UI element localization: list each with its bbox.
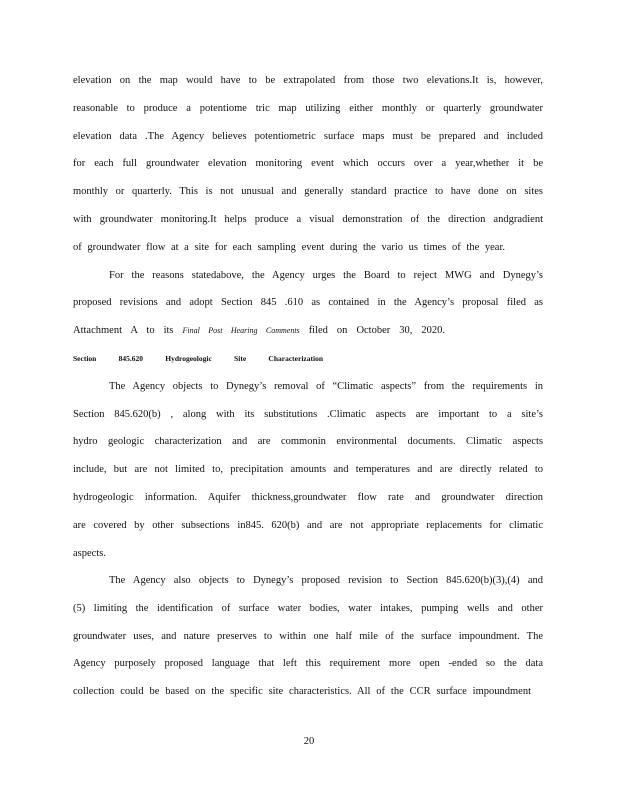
body-text-line: groundwater uses, and nature preserves to within one half mile of the surface impoundment. The: [73, 631, 543, 642]
body-text-line: Section 845.620(b) , along with its substitutions .Climatic aspects are important to a site’s: [73, 409, 543, 420]
body-text-line: Agency purposely proposed language that left this requirement more open -ended so the data: [73, 658, 543, 669]
italic-document-title: Final Post Hearing Comments: [182, 326, 300, 335]
body-text-fragment: Attachment A to its: [73, 325, 174, 336]
body-text-line: [73, 325, 445, 337]
body-text-line: with groundwater monitoring.It helps produce a visual demonstration of the direction andgradient: [73, 214, 543, 225]
body-text-line: reasonable to produce a potentiome tric map utilizing either monthly or quarterly groundwater: [73, 103, 543, 114]
body-text-line: For the reasons statedabove, the Agency urges the Board to reject MWG and Dynegy’s: [109, 270, 543, 281]
body-text-line: include, but are not limited to, precipitation amounts and temperatures and are directly related to: [73, 464, 543, 475]
page-number: 20: [303, 736, 315, 747]
section-heading: Section 845.620 Hydrogeologic Site Characterization: [73, 354, 323, 363]
body-text-line: monthly or quarterly. This is not unusual and generally standard practice to have done on sites: [73, 186, 543, 197]
body-text-line: hydro geologic characterization and are commonin environmental documents. Climatic aspects: [73, 436, 543, 447]
body-text-line: proposed revisions and adopt Section 845 .610 as contained in the Agency’s proposal filed as: [73, 297, 543, 308]
body-text-line: hydrogeologic information. Aquifer thickness,groundwater flow rate and groundwater direction: [73, 492, 543, 503]
body-text-line: elevation data .The Agency believes potentiometric surface maps must be prepared and included: [73, 131, 543, 142]
body-text-line: elevation on the map would have to be extrapolated from those two elevations.It is, however,: [73, 75, 543, 86]
body-text-line: aspects.: [73, 548, 106, 559]
body-text-line: The Agency objects to Dynegy’s removal of “Climatic aspects” from the requirements in: [109, 381, 543, 392]
body-text-line: are covered by other subsections in845. 620(b) and are not appropriate replacements for climatic: [73, 520, 543, 531]
body-text-line: of groundwater flow at a site for each sampling event during the vario us times of the year.: [73, 242, 505, 253]
body-text-fragment: filed on October 30, 2020.: [308, 325, 446, 336]
body-text-line: for each full groundwater elevation monitoring event which occurs over a year,whether it be: [73, 158, 543, 169]
body-text-line: collection could be based on the specific site characteristics. All of the CCR surface impoundment: [73, 686, 531, 697]
body-text-line: The Agency also objects to Dynegy’s proposed revision to Section 845.620(b)(3),(4) and: [109, 575, 543, 586]
body-text-line: (5) limiting the identification of surface water bodies, water intakes, pumping wells and other: [73, 603, 543, 614]
